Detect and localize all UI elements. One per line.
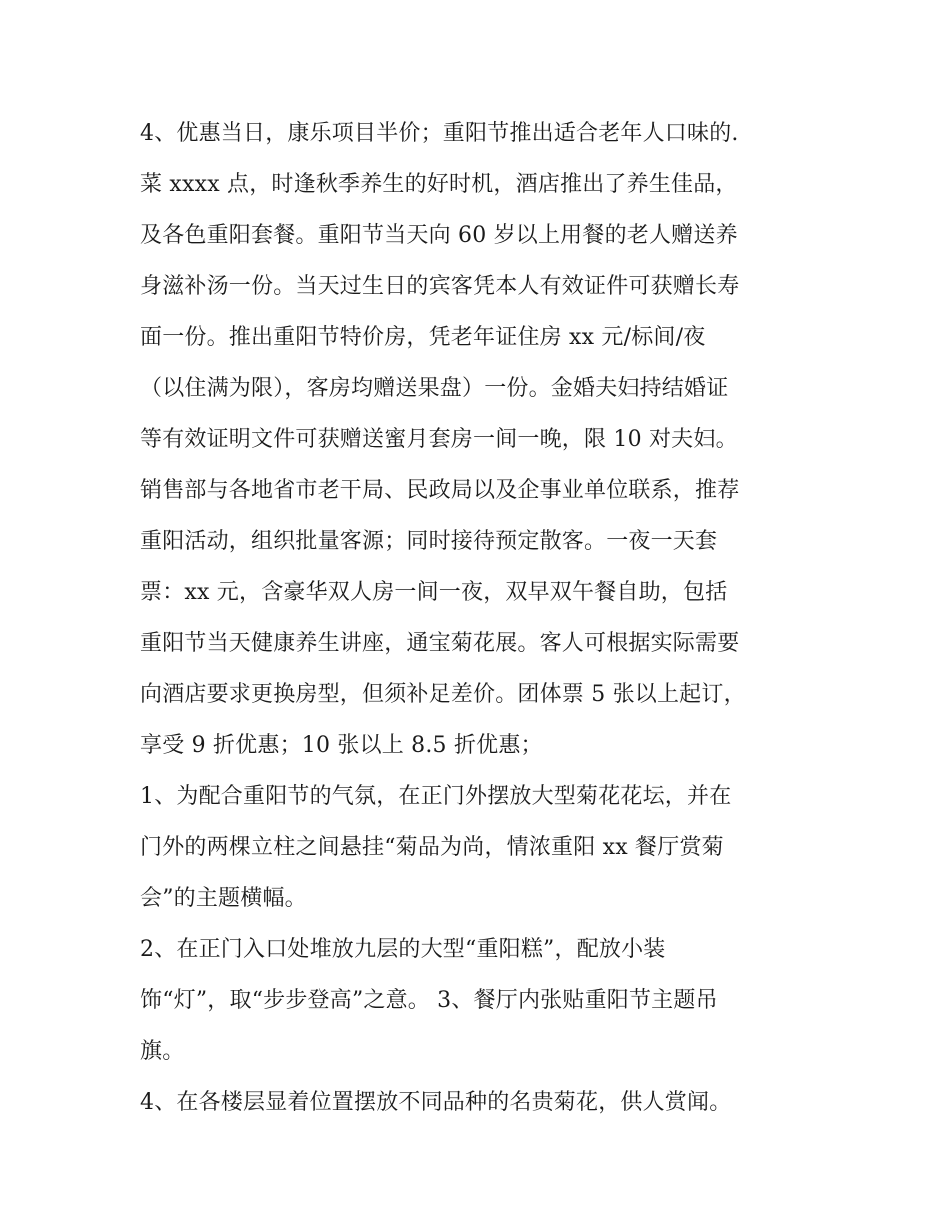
document-body (140, 108, 840, 1128)
text-line: 销售部与各地省市老干局、民政局以及企事业单位联系，推荐 (140, 478, 740, 503)
text-line: 面一份。推出重阳节特价房，凭老年证住房 xx 元/标间/夜 (140, 325, 706, 350)
text-line: 菜 xxxx 点，时逢秋季养生的好时机，酒店推出了养生佳品， (140, 172, 738, 197)
text-line: 会”的主题横幅。 (140, 886, 307, 911)
text-line: 2、在正门入口处堆放九层的大型“重阳糕”，配放小装 (140, 937, 666, 962)
text-line: （以住满为限），客房均赠送果盘）一份。金婚夫妇持结婚证 (140, 376, 729, 401)
text-line: 及各色重阳套餐。重阳节当天向 60 岁以上用餐的老人赠送养 (140, 223, 738, 248)
text-line: 等有效证明文件可获赠送蜜月套房一间一晚，限 10 对夫妇。 (140, 427, 738, 452)
text-line: 门外的两棵立柱之间悬挂“菊品为尚，情浓重阳 xx 餐厅赏菊 (140, 835, 724, 860)
text-line: 重阳节当天健康养生讲座，通宝菊花展。客人可根据实际需要 (140, 631, 740, 656)
text-line: 旗。 (140, 1039, 185, 1064)
text-line: 4、优惠当日，康乐项目半价；重阳节推出适合老年人口味的. (140, 121, 739, 146)
text-line: 1、为配合重阳节的气氛，在正门外摆放大型菊花花坛，并在 (140, 784, 732, 809)
text-line: 重阳活动，组织批量客源；同时接待预定散客。一夜一天套 (140, 529, 718, 554)
text-line: 享受 9 折优惠；10 张以上 8.5 折优惠； (140, 733, 543, 758)
text-line: 向酒店要求更换房型，但须补足差价。团体票 5 张以上起订， (140, 682, 746, 707)
text-line: 身滋补汤一份。当天过生日的宾客凭本人有效证件可获赠长寿 (140, 274, 740, 299)
text-line: 票：xx 元，含豪华双人房一间一夜，双早双午餐自助，包括 (140, 580, 728, 605)
text-line: 饰“灯”，取“步步登高”之意。 3、餐厅内张贴重阳节主题吊 (140, 988, 718, 1013)
text-line: 4、在各楼层显着位置摆放不同品种的名贵菊花，供人赏闻。 (140, 1090, 732, 1115)
